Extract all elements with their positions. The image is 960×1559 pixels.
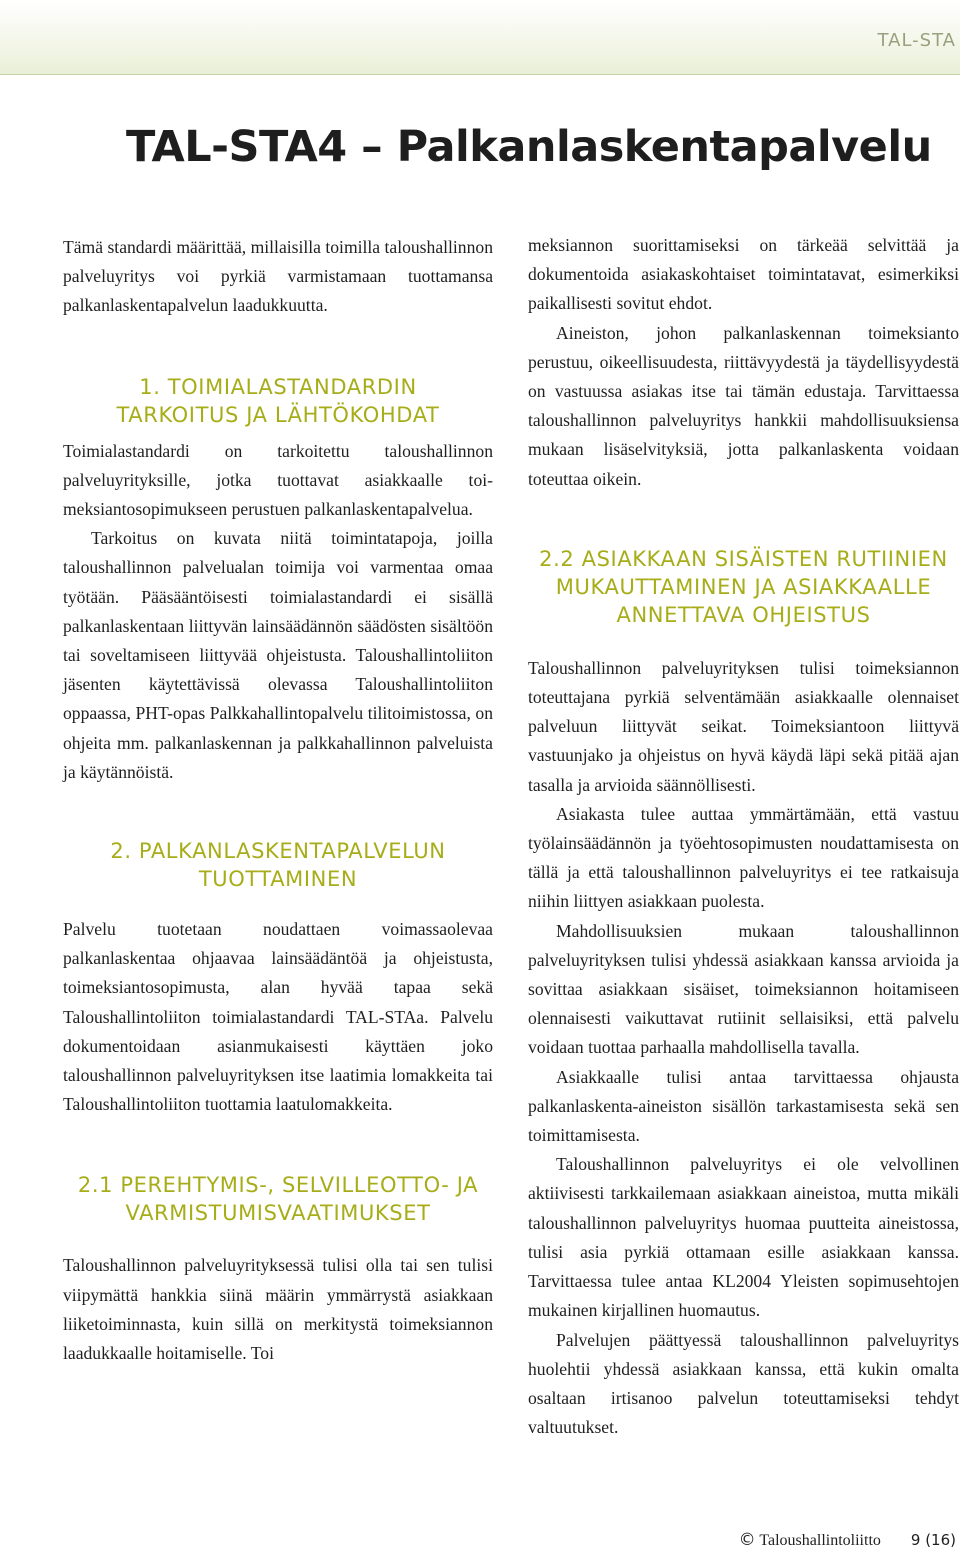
- section-2-2-paragraph-5: Taloushallinnon palveluyritys ei ole velvollinen aktiivisesti tarkkailemaan asiakkaan aineistoa, mutta mikäli taloushallinnon palveluyritys huomaa puutteita aineistossa, tulisi asia pyrkiä ottamaan esille asiakkaan kanssa. Tarvittaessa tulee antaa KL2004 Yleisten sopimusehtojen mukainen kirjallinen huomautus.: [528, 1154, 959, 1321]
- section-1-heading-line2: TARKOITUS JA LÄHTÖKOHDAT: [116, 402, 440, 427]
- right-column: [528, 231, 959, 1442]
- copyright-icon: ©: [738, 1530, 756, 1550]
- intro-paragraph: Tämä standardi määrittää, millaisilla toimilla taloushallinnon palveluyritys voi pyrkiä varmistamaan tuottamansa palkanlaskentapalvelun laadukkuutta.: [63, 237, 493, 316]
- section-2-2-heading-line2: MUKAUTTAMINEN JA ASIAKKAALLE: [555, 574, 932, 599]
- section-label: TAL-STA: [877, 30, 956, 51]
- section-1-paragraph-1: Toimialastandardi on tarkoitettu taloushallinnon palveluyrityksille, jotka tuottavat asiakkaalle toimeksiantosopimukseen perustuen palkanlaskentapalvelua.: [63, 440, 493, 520]
- section-2-2-heading-line3: ANNETTAVA OHJEISTUS: [616, 602, 871, 627]
- section-1-heading-line1: 1. TOIMIALASTANDARDIN: [139, 374, 417, 399]
- section-2-2-paragraph-1: Taloushallinnon palveluyrityksen tulisi toimeksiannon toteuttajana pyrkiä selventämään asiakkaalle olennaiset palveluun liittyvät seikat. Toimeksiantoon liittyvä vastuunjako ja ohjeistus on hyvä käydä läpi sekä pitää ajan tasalla ja arvioida säännöllisesti.: [528, 657, 959, 795]
- section-2-1-heading-line1: 2.1 PEREHTYMIS-, SELVILLEOTTO- JA: [77, 1173, 479, 1198]
- section-2-2-paragraph-4: Asiakkaalle tulisi antaa tarvittaessa ohjausta palkanlaskenta-aineiston sisällön tarkastamisesta sekä sen toimittamisesta.: [528, 1066, 959, 1146]
- section-2-heading-line2: TUOTTAMINEN: [198, 867, 358, 892]
- section-2-2-heading-line1: 2.2 ASIAKKAAN SISÄISTEN RUTIINIEN: [539, 546, 948, 571]
- section-2-1-paragraph-1-end: meksiannon suorittamiseksi on tärkeää selvittää ja dokumentoida asiakaskohtaiset toimintatavat, esimerkiksi paikallisesti sovitut ehdot.: [528, 235, 959, 314]
- section-2-2-paragraph-6: Palvelujen päättyessä taloushallinnon palveluyritys huolehtii yhdessä asiakkaan kanssa, että kukin omalta osaltaan irtisanoo palvelun toteuttamiseksi tehdyt valtuutukset.: [528, 1329, 959, 1438]
- section-2-1-heading: [63, 1171, 493, 1227]
- section-2-heading-line1: 2. PALKANLASKENTAPALVELUN: [110, 839, 446, 864]
- footer-organization: Taloushallintoliitto: [759, 1532, 881, 1549]
- section-2-1-paragraph-1-start: Taloushallinnon palveluyrityksessä tulisi olla tai sen tulisi viipymättä hankkia siinä määrin ymmärrystä asiakkaan liiketoiminnasta, kuin sillä on merkitystä toimeksiannon laadukkaalle hoitamiselle. Toi: [63, 1255, 493, 1364]
- section-2-2-heading: [528, 545, 959, 629]
- header-divider: [0, 74, 960, 75]
- section-1-paragraph-2: Tarkoitus on kuvata niitä toimintatapoja, joilla taloushallinnon palvelualan toimija voi varmentaa omaa työtään. Pääsääntöisesti toimialastandardi ei sisällä palkanlaskentaan liittyvän lainsäädännön säädösten sisältöön tai soveltamiseen liittyvää ohjeistusta. Taloushallintoliiton jäsenten käytettävissä olevassa Taloushallintoliiton oppaassa, PHT-opas Palkkahallintopalvelu tilitoimistossa, on ohjeita mm. palkanlaskennan ja palkkahallinnon palveluista ja käytännöistä.: [63, 528, 493, 782]
- section-1-heading: [63, 373, 493, 429]
- page-number: 9 (16): [910, 1531, 956, 1549]
- section-2-1-paragraph-2: Aineiston, johon palkanlaskennan toimeksianto perustuu, oikeellisuudesta, riittävyydestä ja täydellisyydestä on vastuussa asiakas itse tai tämän edustaja. Tarvittaessa taloushallinnon palveluyritys hankkii mahdollisuuksiensa mukaan lisäselvityksiä, jotta palkanlaskenta voidaan toteuttaa oikein.: [528, 322, 959, 489]
- page-footer: [739, 1530, 956, 1550]
- page-title: TAL-STA4 – Palkanlaskentapalvelu: [126, 122, 932, 172]
- section-2-2-paragraph-2: Asiakasta tulee auttaa ymmärtämään, että vastuu työlainsäädännön ja työehtosopimusten noudattamisesta on tällä ja että taloushallinnon palveluyritys ei tee ratkaisuja niihin liittyen asiakkaan puolesta.: [528, 803, 959, 912]
- section-2-paragraph-1: Palvelu tuotetaan noudattaen voimassaolevaa palkanlaskentaa ohjaavaa lainsäädäntöä ja ohjeistusta, toimeksiantosopimusta, alan hyvää tapaa sekä Taloushallintoliiton toimialastandardi TAL-STAa. Palvelu dokumentoidaan asianmukaisesti käyttäen joko taloushallinnon palveluyrityksen itse laatimia lomakkeita tai Taloushallintoliiton tuottamia laatulomakkeita.: [63, 919, 493, 1115]
- section-2-heading: [63, 837, 493, 893]
- section-2-1-heading-line2: VARMISTUMISVAATIMUKSET: [125, 1201, 431, 1226]
- section-2-2-paragraph-3: Mahdollisuuksien mukaan taloushallinnon palveluyrityksen tulisi yhdessä asiakkaan kanssa arvioida ja sovittaa asiakkaan sisäiset, toimeksiannon hoitamiseen olennaisesti vaikuttavat rutiinit sellaisiksi, että palvelu voidaan tuottaa parhaalla mahdollisella tavalla.: [528, 920, 959, 1058]
- header-band: [0, 0, 960, 74]
- left-column: [63, 233, 493, 1368]
